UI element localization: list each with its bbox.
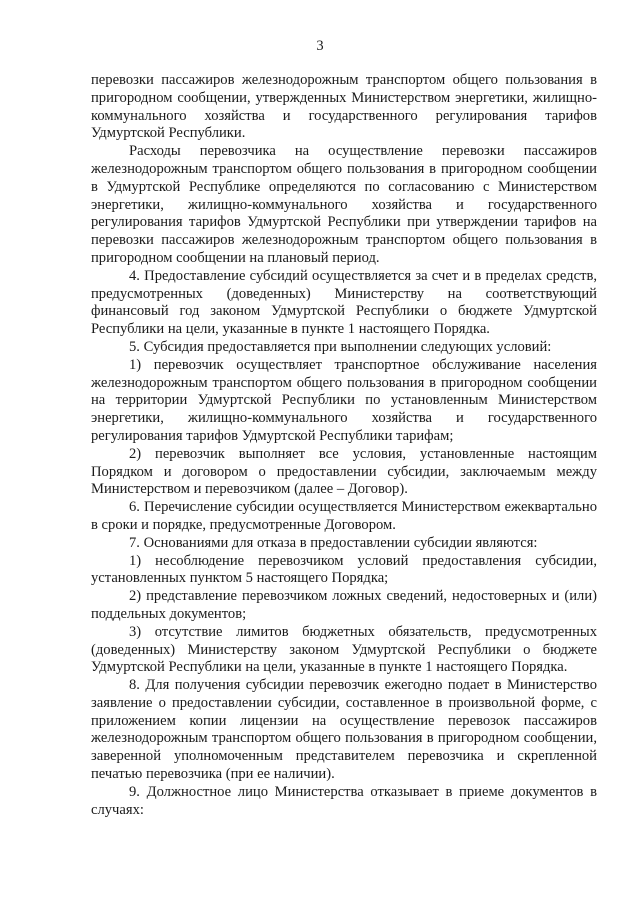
paragraph-item-7-1: 1) несоблюдение перевозчиком условий предоставления субсидии, установленных пунктом 5 настоящего Порядка;: [91, 552, 597, 587]
paragraph-carrier-expenses: Расходы перевозчика на осуществление перевозки пассажиров железнодорожным транспортом общего пользования в пригородном сообщении в Удмуртской Республике определяются по согласованию с Министерством энергетики, жилищно-коммунального хозяйства и государственного регулирования тарифов Удмуртской Республики при утверждении тарифов на перевозки пассажиров железнодорожным транспортом общего пользования в пригородном сообщении на плановый период.: [91, 143, 597, 266]
page-number: 3: [316, 38, 324, 54]
paragraph-item-5: 5. Субсидия предоставляется при выполнении следующих условий:: [129, 338, 552, 355]
paragraph-item-6: 6. Перечисление субсидии осуществляется Министерством ежеквартально в сроки и порядке, предусмотренные Договором.: [91, 499, 597, 533]
paragraph-item-9: 9. Должностное лицо Министерства отказывает в приеме документов в случаях:: [91, 783, 597, 818]
paragraph-item-5-1: 1) перевозчик осуществляет транспортное обслуживание населения железнодорожным транспортом общего пользования в пригородном сообщении на территории Удмуртской Республики по установленным Министерством энергетики, жилищно-коммунального хозяйства и государственного регулирования тарифов Удмуртской Республики тарифам;: [91, 356, 597, 444]
paragraph-item-7-2: 2) представление перевозчиком ложных сведений, недостоверных и (или) поддельных документов;: [91, 588, 597, 622]
paragraph-continuation: перевозки пассажиров железнодорожным транспортом общего пользования в пригородном сообщении, утвержденных Министерством энергетики, жилищно-коммунального хозяйства и государственного регулирования тарифов Удмуртской Республики.: [91, 72, 597, 142]
paragraph-item-8: 8. Для получения субсидии перевозчик ежегодно подает в Министерство заявление о предоставлении субсидии, составленное в произвольной форме, с приложением копии лицензии на осуществление перевозок пассажиров железнодорожным транспортом общего пользования в пригородном сообщении, заверенной уполномоченным представителем перевозчика и скрепленной печатью перевозчика (при ее наличии).: [91, 677, 597, 783]
paragraph-item-5-2: 2) перевозчик выполняет все условия, установленные настоящим Порядком и договором о предоставлении субсидии, заключаемым между Министерством и перевозчиком (далее – Договор).: [91, 445, 597, 498]
paragraph-item-7-3: 3) отсутствие лимитов бюджетных обязательств, предусмотренных (доведенных) Министерству законом Удмуртской Республики о бюджете Удмуртской Республики на цели, указанные в пункте 1 настоящего Порядка.: [91, 623, 597, 676]
paragraph-item-4: 4. Предоставление субсидий осуществляется за счет и в пределах средств, предусмотренных (доведенных) Министерству на соответствующий финансовый год законом Удмуртской Республики о бюджете Удмуртской Республики на цели, указанные в пункте 1 настоящего Порядка.: [91, 267, 597, 338]
paragraph-item-7: 7. Основаниями для отказа в предоставлении субсидии являются:: [129, 534, 538, 551]
document-body: [91, 72, 597, 819]
